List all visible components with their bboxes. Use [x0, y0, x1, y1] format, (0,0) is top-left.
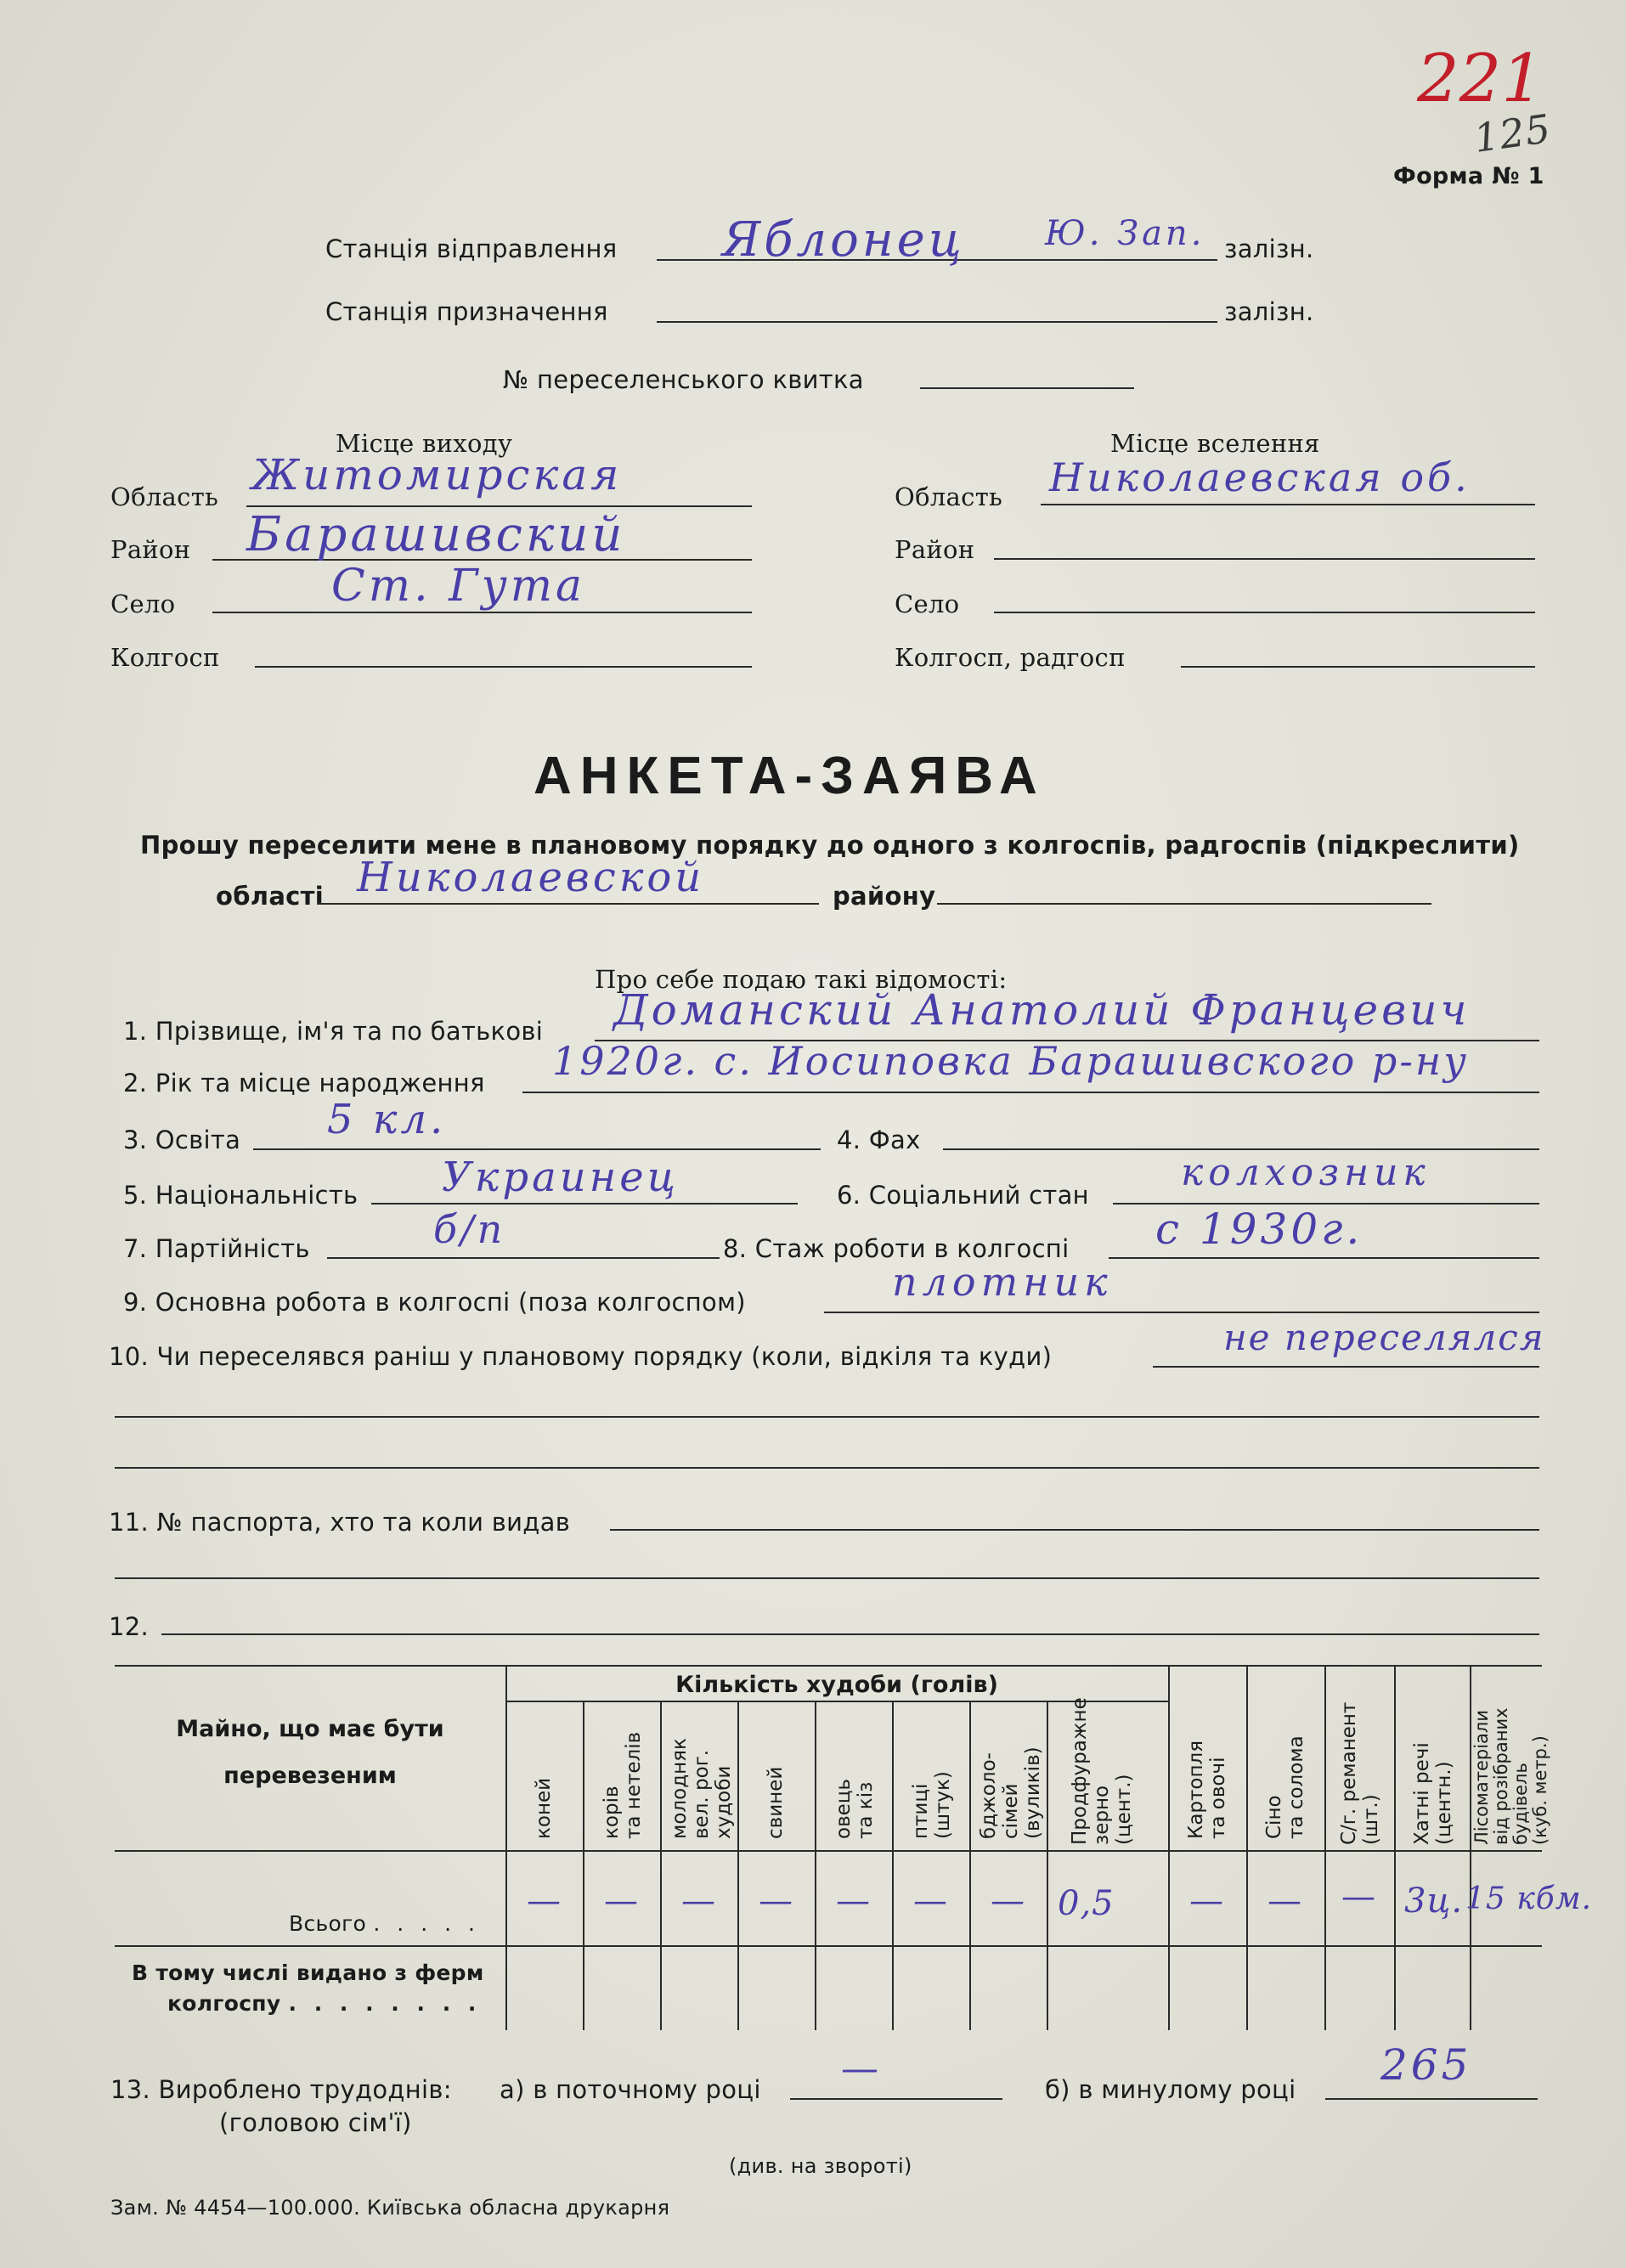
destination-selo-line [994, 612, 1535, 613]
table-vline-4 [737, 1701, 739, 2030]
workdays-label-line2: (головою сім'ї) [219, 2108, 412, 2137]
printer-line: Зам. № 4454—100.000. Київська обласна друкарня [110, 2196, 670, 2220]
origin-kolhosp-line [255, 666, 752, 668]
total-household: 3ц. [1404, 1882, 1464, 1921]
workdays-previous-label: б) в минулому році [1045, 2075, 1296, 2104]
destination-station-line [657, 321, 1217, 323]
intro-text: Про себе подаю такі відомості: [595, 965, 1008, 994]
table-vline-10 [1246, 1665, 1248, 2030]
col-header-pigs: свиней [765, 1766, 787, 1839]
workdays-previous-line [1325, 2098, 1538, 2100]
field-7-label: 7. Партійність [123, 1234, 310, 1263]
total-pigs: — [759, 1882, 796, 1921]
destination-kolhosp-label: Колгосп, радгосп [895, 643, 1126, 672]
total-poultry: — [913, 1882, 951, 1921]
departure-station-label: Станція відправлення [325, 234, 618, 263]
table-header-bottom-rule [115, 1850, 1542, 1852]
departure-station-value: Яблонец [722, 212, 965, 268]
destination-rayon-label: Район [895, 535, 975, 564]
origin-selo-label: Село [110, 590, 176, 618]
col-header-equipment: С/г. реманент (шт.) [1338, 1701, 1382, 1845]
workdays-current-line [790, 2098, 1002, 2100]
property-header-line1: Майно, що має бути [176, 1716, 444, 1742]
field-8-line [1109, 1257, 1539, 1259]
total-sheep: — [836, 1882, 873, 1921]
table-vline-12 [1394, 1665, 1396, 2030]
col-header-potatoes: Картопля та овочі [1185, 1740, 1229, 1839]
form-title: АНКЕТА-ЗАЯВА [534, 747, 1046, 805]
table-top-rule [115, 1665, 1542, 1667]
total-timber: 15 кбм. [1465, 1882, 1593, 1916]
col-header-grain: Продфуражне зерно (цент.) [1069, 1697, 1135, 1845]
field-11-line [610, 1529, 1539, 1531]
table-vline-8 [1047, 1701, 1048, 2030]
destination-heading: Місце вселення [1110, 429, 1320, 458]
departure-railway-value: Ю. Зап. [1045, 214, 1205, 253]
total-equipment: — [1341, 1877, 1379, 1916]
table-vline-6 [892, 1701, 894, 2030]
request-oblast-value: Николаевской [357, 854, 705, 901]
field-4-label: 4. Фах [837, 1126, 921, 1154]
col-header-cows: корів та нетелів [601, 1731, 645, 1839]
field-10-label: 10. Чи переселявся раніш у плановому порядку (коли, відкіля та куди) [109, 1342, 1053, 1371]
col-header-poultry: птиці (штук) [910, 1771, 954, 1839]
field-10-extra-line-2 [115, 1467, 1539, 1469]
field-10-line [1153, 1366, 1539, 1368]
ticket-line [920, 387, 1134, 389]
row-farm-label-line1: В тому числі видано з ферм [132, 1961, 484, 1985]
origin-oblast-label: Область [110, 482, 219, 511]
table-vline-1 [505, 1665, 507, 2030]
total-grain: 0,5 [1058, 1884, 1115, 1923]
col-header-young-cattle: молодняк вел. рог. худоби [669, 1738, 735, 1839]
destination-oblast-line [1041, 504, 1535, 505]
origin-selo-value: Ст. Гута [331, 561, 586, 612]
archive-number-red: 221 [1417, 41, 1544, 117]
field-5-line [371, 1203, 798, 1205]
field-5-value: Украинец [442, 1154, 680, 1201]
total-potatoes: — [1189, 1882, 1227, 1921]
request-rayon-line [937, 903, 1431, 905]
origin-selo-line [212, 612, 752, 613]
row-total-label: Всього . . . . . [289, 1911, 480, 1936]
field-12-line [161, 1633, 1539, 1635]
field-2-value: 1920г. с. Иосиповка Барашивского р-ну [552, 1038, 1469, 1084]
col-header-horses: коней [533, 1777, 555, 1839]
field-9-label: 9. Основна робота в колгоспі (поза колгоспом) [123, 1288, 746, 1317]
table-vline-5 [815, 1701, 816, 2030]
field-3-value: 5 кл. [327, 1096, 447, 1143]
total-cows: — [604, 1882, 641, 1921]
request-rayon-label: району [833, 882, 936, 911]
table-vline-7 [969, 1701, 971, 2030]
origin-rayon-value: Барашивский [246, 507, 626, 562]
archive-number-pencil: 125 [1471, 104, 1555, 162]
field-2-line [522, 1092, 1539, 1093]
origin-heading: Місце виходу [336, 429, 513, 458]
origin-oblast-value: Житомирская [251, 450, 623, 499]
field-10-extra-line-1 [115, 1416, 1539, 1418]
table-vline-2 [583, 1701, 584, 2030]
livestock-header: Кількість худоби (голів) [675, 1672, 998, 1698]
destination-station-label: Станція призначення [325, 297, 608, 326]
workdays-previous-value: 265 [1380, 2040, 1472, 2090]
property-header-line2: перевезеним [223, 1763, 397, 1789]
field-2-label: 2. Рік та місце народження [123, 1069, 485, 1097]
destination-oblast-label: Область [895, 482, 1003, 511]
destination-selo-label: Село [895, 590, 960, 618]
workdays-current-value: — [841, 2047, 882, 2090]
see-reverse-note: (див. на звороті) [729, 2154, 912, 2178]
field-9-line [824, 1312, 1539, 1313]
col-header-timber: Лісоматеріали від розібраних будівель (куб. метр.) [1471, 1707, 1550, 1845]
field-1-label: 1. Прізвище, ім'я та по батькові [123, 1017, 544, 1046]
field-9-value: плотник [892, 1259, 1113, 1305]
field-7-value: б/п [433, 1206, 506, 1252]
property-table [115, 1665, 1593, 2030]
railway-suffix-2: залізн. [1224, 297, 1314, 326]
total-hay: — [1267, 1882, 1305, 1921]
railway-suffix-1: залізн. [1224, 234, 1314, 263]
field-7-line [327, 1257, 720, 1259]
row-farm-label-line2: колгоспу . . . . . . . . [167, 1991, 482, 2016]
table-total-bottom-rule [115, 1945, 1542, 1947]
total-horses: — [527, 1882, 564, 1921]
destination-rayon-line [994, 558, 1535, 560]
total-young-cattle: — [681, 1882, 719, 1921]
field-4-line [943, 1148, 1539, 1150]
field-3-label: 3. Освіта [123, 1126, 241, 1154]
field-10-value: не переселялся [1223, 1317, 1545, 1358]
col-header-beehives: бджоло- сімей (вуликів) [978, 1746, 1044, 1839]
table-vline-9 [1168, 1665, 1170, 2030]
total-beehives: — [991, 1882, 1028, 1921]
workdays-current-label: а) в поточному році [500, 2075, 761, 2104]
col-header-hay: Сіно та солома [1263, 1735, 1307, 1839]
request-line: Прошу переселити мене в плановому порядку до одного з колгоспів, радгоспів (підкреслити) [140, 831, 1520, 860]
field-6-value: колхозник [1181, 1151, 1431, 1194]
workdays-label-line1: 13. Вироблено трудоднів: [110, 2075, 452, 2104]
field-12-label: 12. [109, 1612, 150, 1641]
field-5-label: 5. Національність [123, 1181, 359, 1210]
table-vline-11 [1324, 1665, 1326, 2030]
field-3-line [253, 1148, 821, 1150]
ticket-label: № переселенського квитка [503, 365, 864, 394]
request-oblast-label: області [216, 882, 325, 911]
field-6-label: 6. Соціальний стан [837, 1181, 1089, 1210]
col-header-sheep: овець та кіз [833, 1779, 877, 1839]
destination-kolhosp-line [1181, 666, 1535, 668]
table-vline-3 [660, 1701, 662, 2030]
origin-rayon-label: Район [110, 535, 191, 564]
field-11-extra-line [115, 1577, 1539, 1579]
field-11-label: 11. № паспорта, хто та коли видав [109, 1508, 571, 1537]
field-1-value: Доманский Анатолий Францевич [613, 985, 1471, 1035]
destination-oblast-value: Николаевская об. [1049, 454, 1471, 500]
origin-kolhosp-label: Колгосп [110, 643, 220, 672]
request-oblast-line [318, 903, 819, 905]
field-8-label: 8. Стаж роботи в колгоспі [723, 1234, 1070, 1263]
field-8-value: с 1930г. [1155, 1205, 1363, 1254]
col-header-household: Хатні речі (центн.) [1411, 1742, 1455, 1845]
form-number-label: Форма № 1 [1393, 163, 1544, 189]
